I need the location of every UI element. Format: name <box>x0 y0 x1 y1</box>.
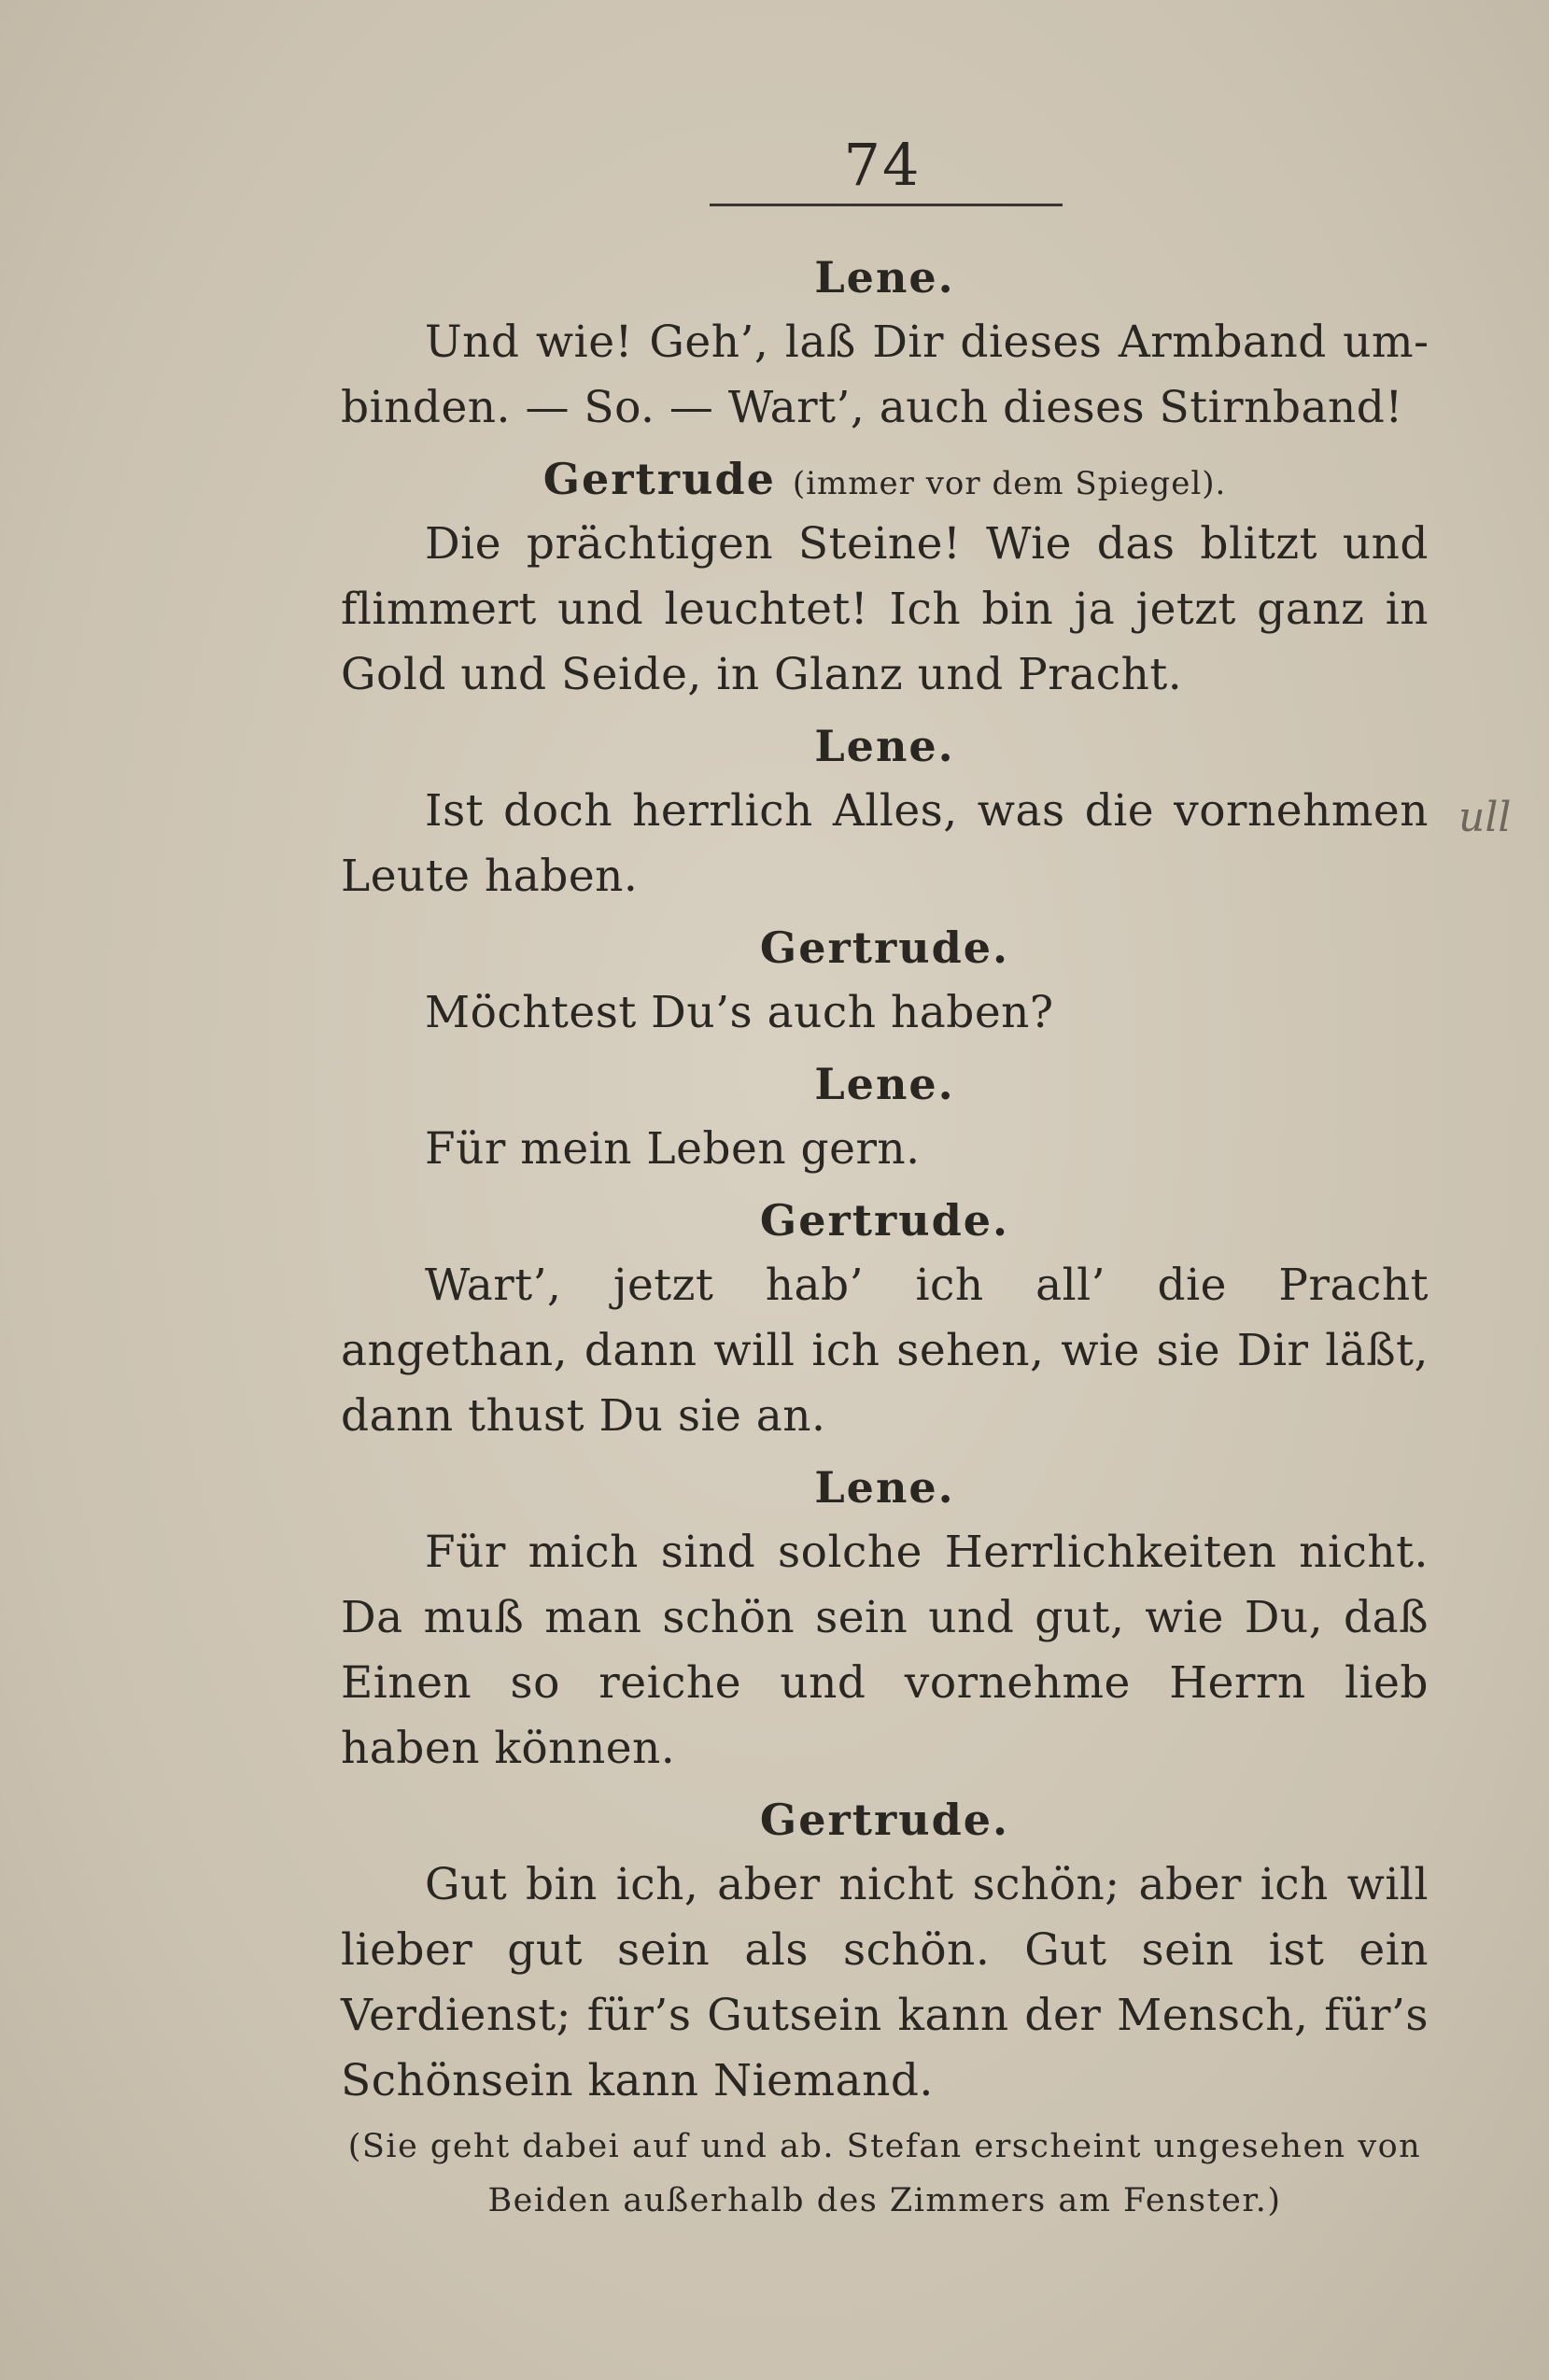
speaker-name: Gertrude. <box>759 1195 1010 1246</box>
stage-direction: (Sie geht dabei auf und ab. Stefan erscheint ungesehen von Beiden außerhalb des Zimmers am Fenster.) <box>347 2128 1422 2219</box>
speaker-name <box>341 446 1429 512</box>
speech-text: Für mein Leben gern. <box>425 1123 921 1175</box>
speaker-name: Gertrude. <box>759 1795 1010 1845</box>
play-text <box>341 245 1429 2228</box>
speaker-name: Gertrude. <box>759 922 1010 973</box>
speech-text: Möchtest Du’s auch haben? <box>425 987 1054 1038</box>
speech-text: Die prächtigen Steine! Wie das blitzt und flimmert und leuchtet! Ich bin ja jetzt ganz in Gold und Seide, in Glanz und Pracht. <box>341 518 1429 700</box>
speech-text: Gut bin ich, aber nicht schön; aber ich will lieber gut sein als schön. Gut sein ist ein Verdienst; für’s Gutsein kann der Mensch, für’s Schönsein kann Niemand. <box>341 1859 1429 2106</box>
speech-text: Und wie! Geh’, laß Dir dieses Armband umbinden. — So. — Wart’, auch dieses Stirnband! <box>341 317 1429 433</box>
speaker-name: Lene. <box>814 1462 955 1513</box>
speaker-name: Lene. <box>814 1059 955 1109</box>
speaker-name: Lene. <box>814 252 955 303</box>
header-rule <box>710 204 1063 206</box>
margin-handwriting: ull <box>1458 794 1512 841</box>
stage-direction-inline: (immer vor dem Spiegel). <box>792 465 1227 502</box>
speech-text: Wart’, jetzt hab’ ich all’ die Pracht angethan, dann will ich sehen, wie sie Dir läßt, dann thust Du sie an. <box>341 1260 1429 1442</box>
speech-text: Ist doch herrlich Alles, was die vornehmen Leute haben. <box>341 785 1429 902</box>
speech-text: Für mich sind solche Herrlichkeiten nicht. Da muß man schön sein und gut, wie Du, daß Einen so reiche und vornehme Herrn lieb haben können. <box>341 1527 1429 1774</box>
page-number: 74 <box>843 131 922 199</box>
speaker-name: Lene. <box>814 721 955 771</box>
speaker-name-label: Gertrude <box>542 454 776 504</box>
